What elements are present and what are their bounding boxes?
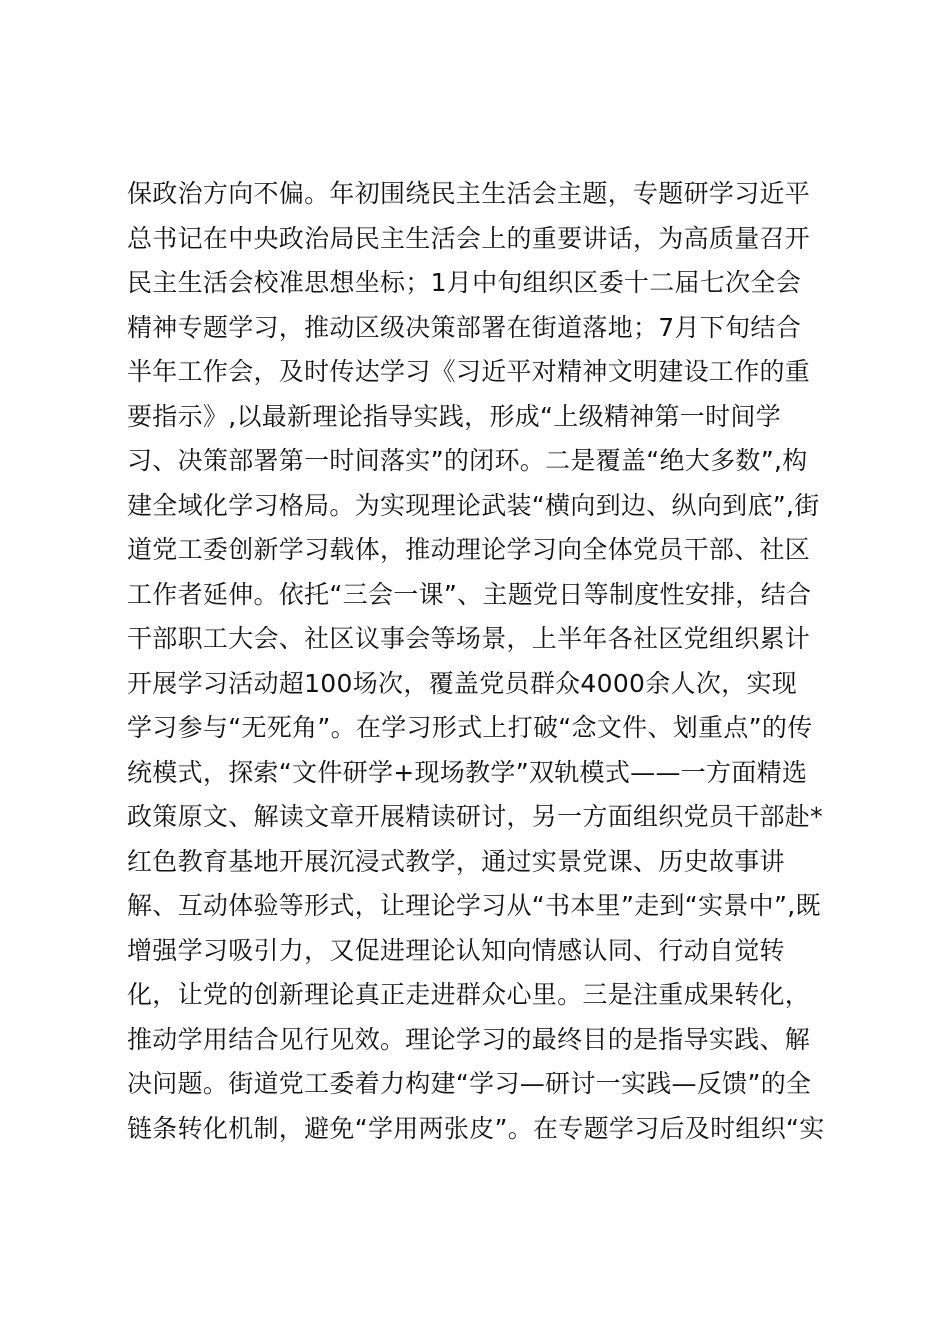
text-line: 民主生活会校准思想坐标；1月中旬组织区委十二届七次全会	[127, 268, 802, 297]
text-line: 建全域化学习格局。为实现理论武装“横向到边、纵向到底”,街	[127, 490, 820, 520]
text-line: 半年工作会，及时传达学习《习近平对精神文明建设工作的重	[127, 357, 811, 386]
text-line: 干部职工大会、社区议事会等场景，上半年各社区党组织累计	[127, 624, 811, 653]
text-line: 增强学习吸引力，又促进理论认知向情感认同、行动自觉转	[127, 935, 785, 965]
text-line: 习、决策部署第一时间落实”的闭环。二是覆盖“绝大多数”,构	[127, 446, 808, 475]
text-line: 推动学用结合见行见效。理论学习的最终目的是指导实践、解	[127, 1024, 811, 1054]
text-line: 保政治方向不偏。年初围绕民主生活会主题，专题研学习近平	[127, 179, 811, 208]
text-line: 工作者延伸。依托“三会一课”、主题党日等制度性安排，结合	[127, 579, 812, 609]
text-line: 道党工委创新学习载体，推动理论学习向全体党员干部、社区	[127, 535, 811, 564]
text-line: 要指示》,以最新理论指导实践，形成“上级精神第一时间学	[127, 401, 782, 431]
text-line: 统模式，探索“文件研学+现场教学”双轨模式——一方面精选	[127, 757, 808, 787]
text-line: 链条转化机制，避免“学用两张皮”。在专题学习后及时组织“实	[127, 1113, 825, 1143]
text-line: 解、互动体验等形式，让理论学习从“书本里”走到“实景中”,既	[127, 891, 821, 920]
body-paragraph	[127, 172, 847, 1151]
text-line: 政策原文、解读文章开展精读研讨，另一方面组织党员干部赴*	[127, 802, 823, 831]
text-line: 红色教育基地开展沉浸式教学，通过实景党课、历史故事讲	[127, 846, 785, 876]
text-line: 学习参与“无死角”。在学习形式上打破“念文件、划重点”的传	[127, 713, 813, 742]
text-line: 化，让党的创新理论真正走进群众心里。三是注重成果转化，	[127, 980, 811, 1009]
text-line: 决问题。街道党工委着力构建“学习—研讨一实践—反馈”的全	[127, 1069, 812, 1098]
text-line: 总书记在中央政治局民主生活会上的重要讲话，为高质量召开	[127, 223, 811, 253]
text-line: 精神专题学习，推动区级决策部署在街道落地；7月下旬结合	[127, 312, 802, 342]
text-line: 开展学习活动超100场次，覆盖党员群众4000余人次，实现	[127, 668, 798, 698]
